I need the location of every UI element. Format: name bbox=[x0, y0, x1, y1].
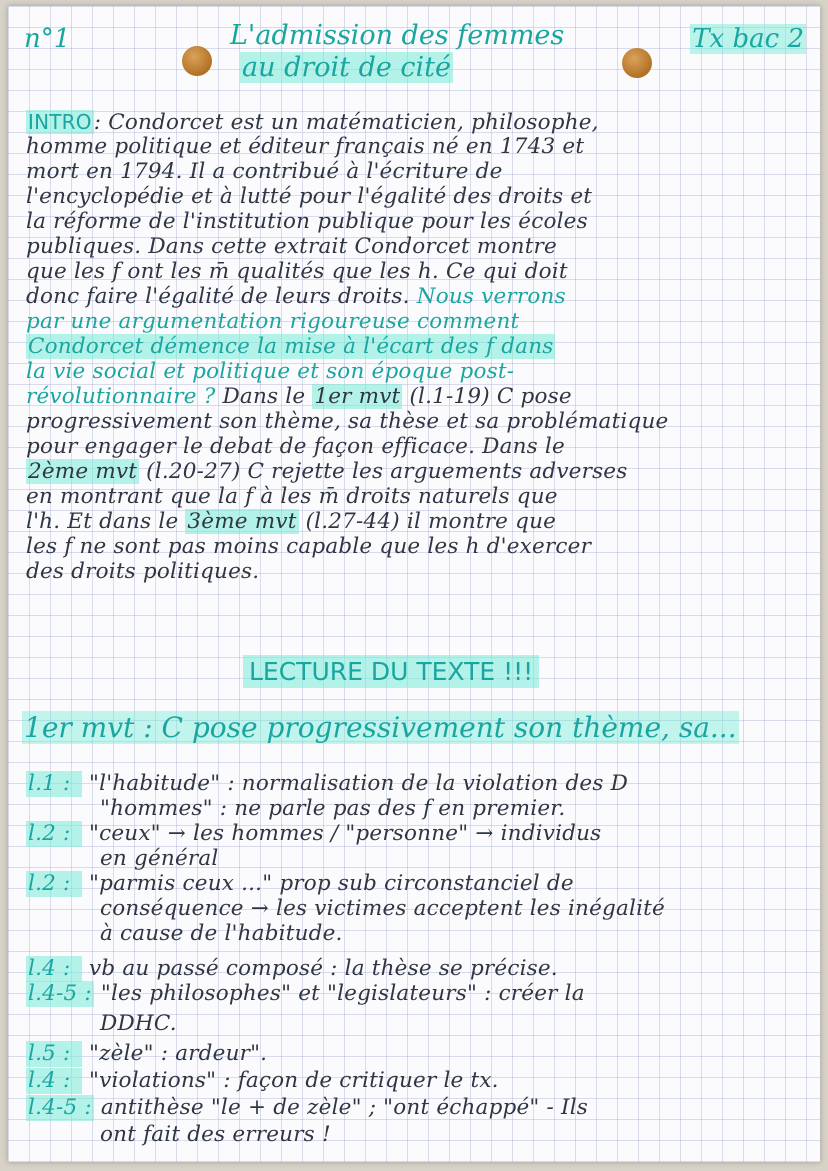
intro-line-3: mort en 1794. Il a contribué à l'écriture de bbox=[26, 159, 503, 184]
intro-line-plan-2: progressivement son thème, sa thèse et sa problématique bbox=[26, 409, 669, 434]
note-row: l.1 : "l'habitude" : normalisation de la violation des D bbox=[28, 771, 629, 796]
intro-line-4: l'encyclopédie et à lutté pour l'égalité des droits et bbox=[26, 184, 593, 209]
page-title-line2: au droit de cité bbox=[242, 52, 452, 83]
text-reference: Tx bac 2 bbox=[692, 24, 804, 54]
note-row: l.2 : "parmis ceux ..." prop sub circonstanciel de bbox=[28, 871, 574, 896]
note-row: l.5 : "zèle" : ardeur". bbox=[28, 1041, 268, 1066]
intro-line-5: la réforme de l'institution publique pour les écoles bbox=[26, 209, 588, 234]
intro-line-plan-6: l'h. Et dans le 3ème mvt (l.27-44) il montre que bbox=[26, 509, 557, 534]
intro-problem-line-3: la vie social et politique et son époque post- bbox=[26, 359, 515, 384]
intro-line-1: INTRO: Condorcet est un matématicien, philosophe, bbox=[28, 110, 599, 135]
binder-hole-right bbox=[622, 48, 652, 78]
intro-line-plan-4: 2ème mvt (l.20-27) C rejette les arguements adverses bbox=[28, 459, 628, 484]
notebook-page bbox=[8, 6, 820, 1162]
reading-title: LECTURE DU TEXTE !!! bbox=[243, 657, 539, 686]
intro-line-7: que les f ont les m̄ qualités que les h. Ce qui doit bbox=[26, 259, 568, 284]
note-row: "hommes" : ne parle pas des f en premier. bbox=[100, 796, 566, 821]
note-row: l.4 : "violations" : façon de critiquer le tx. bbox=[28, 1068, 499, 1093]
note-row: à cause de l'habitude. bbox=[100, 921, 343, 946]
note-row: l.4 : vb au passé composé : la thèse se précise. bbox=[28, 956, 558, 981]
intro-line-8: donc faire l'égalité de leurs droits. Nous verrons bbox=[26, 284, 566, 309]
page-title-line1: L'admission des femmes bbox=[230, 20, 565, 51]
intro-line-2: homme politique et éditeur français né en 1743 et bbox=[26, 134, 585, 159]
page-number: n°1 bbox=[24, 24, 71, 54]
intro-line-plan-1: révolutionnaire ? Dans le 1er mvt (l.1-19) C pose bbox=[26, 384, 572, 409]
note-row: conséquence → les victimes acceptent les inégalité bbox=[100, 896, 665, 921]
note-row: ont fait des erreurs ! bbox=[100, 1122, 331, 1147]
intro-line-6: publiques. Dans cette extrait Condorcet montre bbox=[26, 234, 557, 259]
note-row: DDHC. bbox=[100, 1011, 177, 1036]
intro-label: INTRO bbox=[28, 110, 92, 134]
note-row: l.2 : "ceux" → les hommes / "personne" → individus bbox=[28, 821, 602, 846]
section-1-title: 1er mvt : C pose progressivement son thème, sa... bbox=[24, 711, 737, 744]
note-row: l.4-5 : antithèse "le + de zèle" ; "ont échappé" - Ils bbox=[28, 1095, 589, 1120]
intro-line-plan-8: des droits politiques. bbox=[26, 559, 260, 584]
intro-problem-line-2: Condorcet démence la mise à l'écart des f dans bbox=[28, 334, 554, 359]
note-row: en général bbox=[100, 846, 219, 871]
intro-line-plan-3: pour engager le debat de façon efficace. Dans le bbox=[26, 434, 565, 459]
intro-line-plan-5: en montrant que la f à les m̄ droits naturels que bbox=[26, 484, 558, 509]
binder-hole-left bbox=[182, 46, 212, 76]
intro-problem-line-1: par une argumentation rigoureuse comment bbox=[26, 309, 520, 334]
note-row: l.4-5 : "les philosophes" et "legislateurs" : créer la bbox=[28, 981, 585, 1006]
intro-line-plan-7: les f ne sont pas moins capable que les h d'exercer bbox=[26, 534, 592, 559]
